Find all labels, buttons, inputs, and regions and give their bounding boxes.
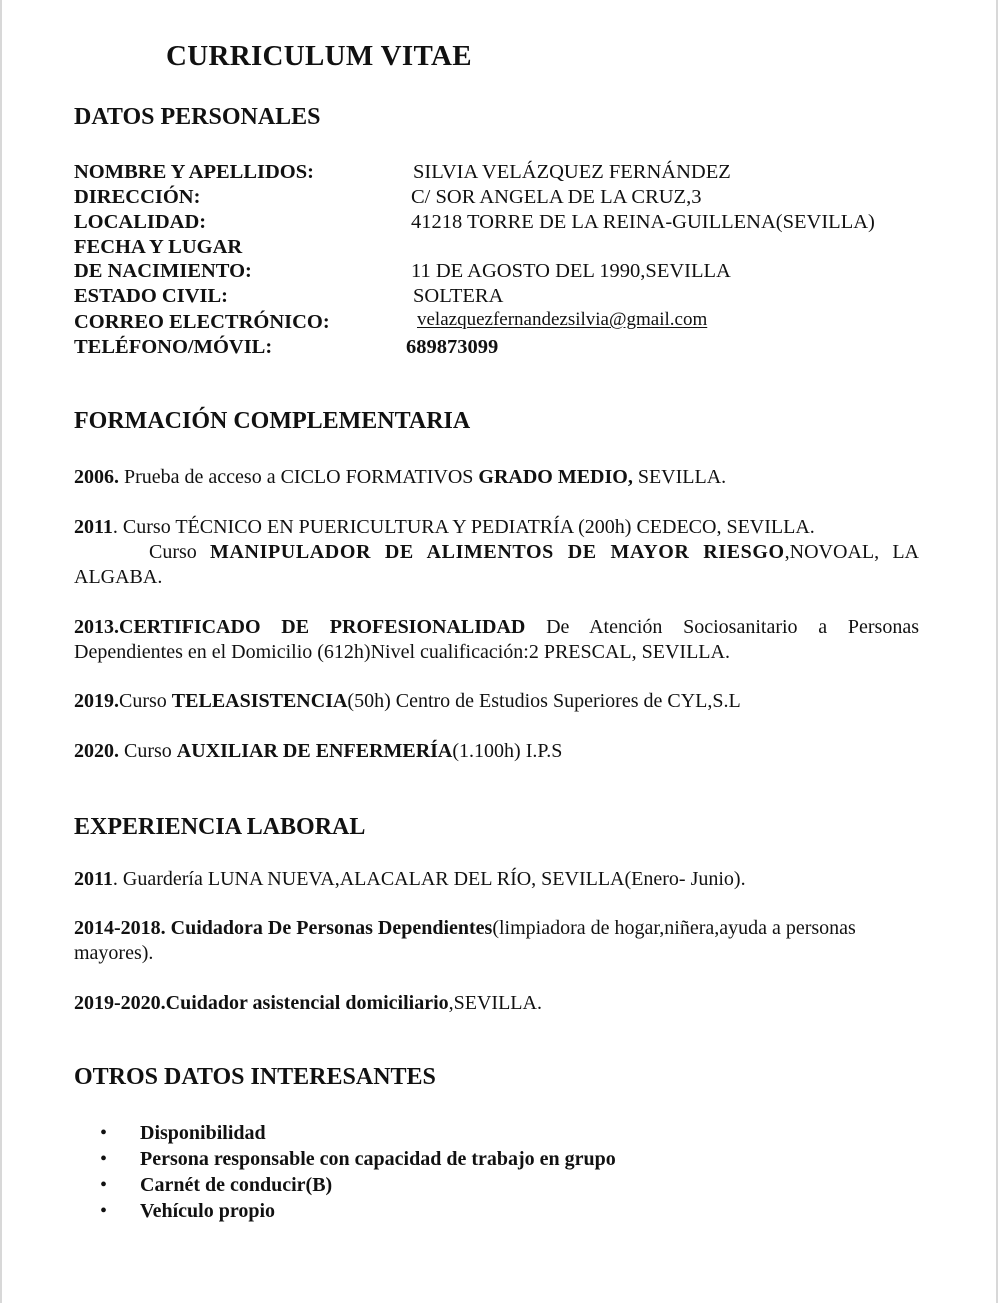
experience-entry-2014-2018: 2014-2018. Cuidadora De Personas Dependientes(limpiadora de hogar,niñera,ayuda a personas mayores). [74,917,856,964]
bullet-icon: • [100,1122,108,1144]
locality-label: LOCALIDAD: [74,211,207,233]
experience-entry-2019-2020: 2019-2020.Cuidador asistencial domiciliario,SEVILLA. [74,992,542,1014]
locality-value: 41218 TORRE DE LA REINA-GUILLENA(SEVILLA) [411,211,875,233]
birth-value: 11 DE AGOSTO DEL 1990,SEVILLA [411,260,731,282]
experience-year: 2011 [74,868,113,890]
page-edge-left [0,0,2,1303]
bullet-icon: • [100,1148,108,1170]
training-highlight: TELEASISTENCIA [171,690,348,712]
list-item: • Vehículo propio [100,1200,276,1222]
bullet-icon: • [100,1200,108,1222]
list-item: • Persona responsable con capacidad de trabajo en grupo [100,1148,616,1170]
bullet-icon: • [100,1174,108,1196]
section-heading-personal: DATOS PERSONALES [74,104,321,130]
phone-value: 689873099 [406,336,499,358]
address-label: DIRECCIÓN: [74,186,201,208]
training-entry-2013: 2013.CERTIFICADO DE PROFESIONALIDAD De Atención Sociosanitario a Personas Dependientes en el Domicilio (612h)Nivel cualificación:2 PRESCAL, SEVILLA. [74,616,919,663]
training-year: 2011 [74,516,113,538]
other-data-list [100,1120,616,1224]
training-highlight: 2013.CERTIFICADO DE PROFESIONALIDAD [74,616,526,638]
training-year: 2020. [74,740,119,762]
list-item: • Carnét de conducir(B) [100,1174,333,1196]
section-heading-other: OTROS DATOS INTERESANTES [74,1064,436,1090]
training-highlight: MANIPULADOR DE ALIMENTOS DE MAYOR RIESGO [210,541,785,563]
training-entry-2019: 2019.Curso TELEASISTENCIA(50h) Centro de Estudios Superiores de CYL,S.L [74,690,741,712]
email-link[interactable]: velazquezfernandezsilvia@gmail.com [417,309,708,330]
experience-title: 2014-2018. Cuidadora De Personas Dependientes [74,917,493,939]
address-value: C/ SOR ANGELA DE LA CRUZ,3 [411,186,702,208]
section-heading-experience: EXPERIENCIA LABORAL [74,814,366,840]
training-highlight: AUXILIAR DE ENFERMERÍA [176,740,453,762]
email-label: CORREO ELECTRÓNICO: [74,311,330,333]
experience-entry-2011: 2011. Guardería LUNA NUEVA,ALACALAR DEL RÍO, SEVILLA(Enero- Junio). [74,868,746,890]
training-year: 2019. [74,690,119,712]
phone-label: TELÉFONO/MÓVIL: [74,336,273,358]
name-value: SILVIA VELÁZQUEZ FERNÁNDEZ [413,161,731,183]
training-entry-2006: 2006. Prueba de acceso a CICLO FORMATIVOS GRADO MEDIO, SEVILLA. [74,466,727,488]
name-label: NOMBRE Y APELLIDOS: [74,161,314,183]
training-entry-2011: 2011. Curso TÉCNICO EN PUERICULTURA Y PEDIATRÍA (200h) CEDECO, SEVILLA. Curso MANIPULADOR DE ALIMENTOS DE MAYOR RIESGO,NOVOAL, LA ALGABA. [74,516,919,588]
civil-status-value: SOLTERA [413,285,504,307]
experience-title: 2019-2020.Cuidador asistencial domiciliario [74,992,449,1014]
training-entry-2020: 2020. Curso AUXILIAR DE ENFERMERÍA(1.100h) I.P.S [74,740,563,762]
section-heading-training: FORMACIÓN COMPLEMENTARIA [74,408,471,434]
training-highlight: GRADO MEDIO, [478,466,633,488]
birth-label-line2: DE NACIMIENTO: [74,260,252,282]
training-year: 2006. [74,466,119,488]
civil-status-label: ESTADO CIVIL: [74,285,228,307]
document-title: CURRICULUM VITAE [166,40,472,72]
birth-label-line1: FECHA Y LUGAR [74,236,243,258]
list-item: • Disponibilidad [100,1122,266,1144]
